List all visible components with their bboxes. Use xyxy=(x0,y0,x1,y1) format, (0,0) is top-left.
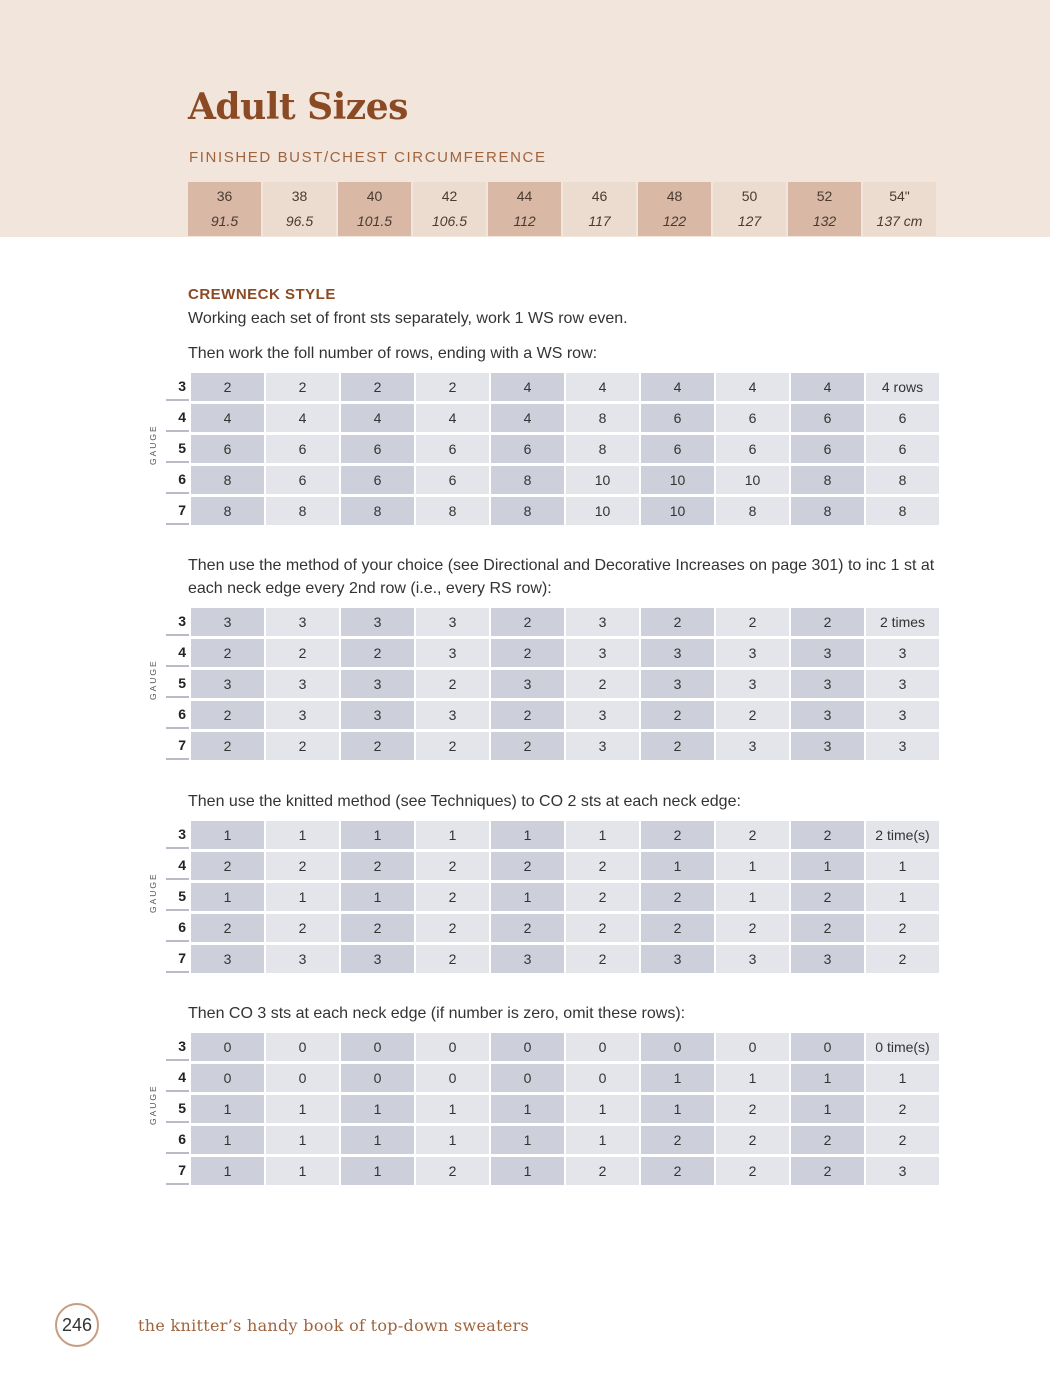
gauge-number: 4 xyxy=(166,1064,189,1092)
table-row xyxy=(166,435,939,463)
table-cell: 2 xyxy=(641,732,714,760)
table-cell: 8 xyxy=(341,497,414,525)
gauge-number: 3 xyxy=(166,608,189,636)
size-inches: 52 xyxy=(816,188,833,204)
gauge-table-co3 xyxy=(148,1033,948,1178)
table-cell: 6 xyxy=(191,435,264,463)
size-row xyxy=(188,182,936,236)
size-inches: 46 xyxy=(591,188,608,204)
table-cell: 8 xyxy=(866,497,939,525)
table-cell: 2 xyxy=(191,701,264,729)
table-cell: 2 xyxy=(266,852,339,880)
table-cell: 3 xyxy=(641,945,714,973)
table-cell: 3 xyxy=(416,701,489,729)
table-cell: 1 xyxy=(866,852,939,880)
table-cell: 3 xyxy=(191,945,264,973)
table-cell: 1 xyxy=(266,1126,339,1154)
gauge-number: 6 xyxy=(166,914,189,942)
size-centimeters: 127 xyxy=(737,213,762,229)
table-cell: 8 xyxy=(791,466,864,494)
table-cell: 1 xyxy=(866,883,939,911)
table-cell: 10 xyxy=(641,497,714,525)
gauge-number: 5 xyxy=(166,1095,189,1123)
size-inches: 48 xyxy=(666,188,683,204)
size-cell xyxy=(713,182,786,236)
table-cell: 0 xyxy=(191,1033,264,1061)
size-inches: 54" xyxy=(889,188,910,204)
table-cell: 1 xyxy=(191,1157,264,1185)
table-cell: 3 xyxy=(641,639,714,667)
table-cell: 2 xyxy=(341,852,414,880)
table-cell: 3 xyxy=(266,945,339,973)
gauge-axis-label: GAUGE xyxy=(148,872,158,914)
gauge-number: 7 xyxy=(166,1157,189,1185)
gauge-number: 4 xyxy=(166,852,189,880)
table-row xyxy=(166,914,939,942)
table-cell: 1 xyxy=(266,883,339,911)
table-cell: 3 xyxy=(491,670,564,698)
table-row xyxy=(166,466,939,494)
size-cell xyxy=(338,182,411,236)
table-cell: 1 xyxy=(791,1064,864,1092)
table-row xyxy=(166,404,939,432)
page-subtitle: FINISHED BUST/CHEST CIRCUMFERENCE xyxy=(189,149,547,166)
table-cell: 8 xyxy=(416,497,489,525)
table-row xyxy=(166,701,939,729)
table-cell: 2 xyxy=(416,670,489,698)
table-row xyxy=(166,608,939,636)
table-cell: 3 xyxy=(866,670,939,698)
table-cell: 3 xyxy=(191,608,264,636)
table-cell: 2 xyxy=(566,914,639,942)
table-row xyxy=(166,373,939,401)
table-cell: 0 xyxy=(266,1033,339,1061)
table-cell: 2 xyxy=(191,639,264,667)
table-cell: 2 xyxy=(491,914,564,942)
table-cell: 2 xyxy=(641,1126,714,1154)
gauge-number: 7 xyxy=(166,497,189,525)
table-cell: 10 xyxy=(566,497,639,525)
table-cell: 0 xyxy=(191,1064,264,1092)
table-cell: 3 xyxy=(341,608,414,636)
table-cell: 2 xyxy=(191,852,264,880)
size-centimeters: 137 cm xyxy=(876,213,923,229)
table-cell: 2 xyxy=(416,914,489,942)
table-cell: 3 xyxy=(791,732,864,760)
table-cell: 2 xyxy=(791,1157,864,1185)
table-row xyxy=(166,497,939,525)
table-cell: 6 xyxy=(266,435,339,463)
table-cell: 3 xyxy=(716,670,789,698)
table-cell: 6 xyxy=(791,404,864,432)
table-cell: 2 xyxy=(791,883,864,911)
table-cell: 1 xyxy=(791,1095,864,1123)
table-cell: 0 xyxy=(341,1033,414,1061)
table-cell: 4 xyxy=(641,373,714,401)
table-cell: 1 xyxy=(341,821,414,849)
table-cell: 4 rows xyxy=(866,373,939,401)
table-cell: 2 xyxy=(266,732,339,760)
table-cell: 3 xyxy=(266,670,339,698)
table-cell: 2 xyxy=(866,914,939,942)
table-cell: 10 xyxy=(566,466,639,494)
table-cell: 3 xyxy=(416,639,489,667)
table-cell: 6 xyxy=(641,404,714,432)
table-cell: 1 xyxy=(641,1095,714,1123)
gauge-number: 6 xyxy=(166,1126,189,1154)
table-cell: 3 xyxy=(791,639,864,667)
table-cell: 1 xyxy=(416,1126,489,1154)
page-title: Adult Sizes xyxy=(188,86,408,128)
table-cell: 3 xyxy=(866,732,939,760)
table-cell: 3 xyxy=(341,701,414,729)
table-cell: 1 xyxy=(641,1064,714,1092)
gauge-number: 6 xyxy=(166,701,189,729)
table-cell: 0 xyxy=(491,1064,564,1092)
gauge-number: 5 xyxy=(166,883,189,911)
size-cell xyxy=(638,182,711,236)
table-cell: 2 xyxy=(491,732,564,760)
table-cell: 2 xyxy=(191,373,264,401)
table-cell: 2 xyxy=(791,914,864,942)
table-cell: 2 xyxy=(191,914,264,942)
table-cell: 3 xyxy=(566,732,639,760)
table-cell: 1 xyxy=(191,1126,264,1154)
table-cell: 1 xyxy=(491,1157,564,1185)
table-cell: 2 xyxy=(641,1157,714,1185)
gauge-table-co2 xyxy=(148,821,948,966)
size-centimeters: 101.5 xyxy=(356,213,393,229)
table-cell: 8 xyxy=(266,497,339,525)
gauge-number: 4 xyxy=(166,639,189,667)
table-cell: 0 time(s) xyxy=(866,1033,939,1061)
table-cell: 3 xyxy=(791,670,864,698)
table-cell: 2 xyxy=(341,373,414,401)
table-cell: 4 xyxy=(191,404,264,432)
table-row xyxy=(166,639,939,667)
table-cell: 1 xyxy=(341,1095,414,1123)
table-cell: 2 xyxy=(866,945,939,973)
table-cell: 8 xyxy=(491,466,564,494)
table-cell: 2 xyxy=(341,914,414,942)
size-centimeters: 96.5 xyxy=(285,213,314,229)
gauge-number: 4 xyxy=(166,404,189,432)
table-cell: 2 xyxy=(416,883,489,911)
table-cell: 4 xyxy=(266,404,339,432)
table-cell: 2 xyxy=(491,852,564,880)
table-cell: 1 xyxy=(641,852,714,880)
size-cell xyxy=(413,182,486,236)
size-cell xyxy=(188,182,261,236)
table-cell: 1 xyxy=(191,821,264,849)
table-cell: 3 xyxy=(716,639,789,667)
intro-text: Working each set of front sts separately, work 1 WS row even. xyxy=(188,310,628,327)
size-inches: 50 xyxy=(741,188,758,204)
table-cell: 2 xyxy=(791,608,864,636)
section-title: CREWNECK STYLE xyxy=(188,286,336,303)
size-inches: 42 xyxy=(441,188,458,204)
table-cell: 3 xyxy=(191,670,264,698)
table-cell: 2 xyxy=(791,1126,864,1154)
book-title: the knitter’s handy book of top-down sweaters xyxy=(138,1316,530,1335)
table-cell: 10 xyxy=(641,466,714,494)
table-cell: 6 xyxy=(716,404,789,432)
table-cell: 1 xyxy=(416,1095,489,1123)
table-cell: 2 xyxy=(866,1095,939,1123)
table-cell: 1 xyxy=(491,821,564,849)
gauge-grid xyxy=(164,605,941,763)
table-cell: 6 xyxy=(266,466,339,494)
table-cell: 3 xyxy=(341,945,414,973)
table-cell: 1 xyxy=(566,1095,639,1123)
table-cell: 2 xyxy=(341,639,414,667)
table-cell: 1 xyxy=(566,1126,639,1154)
table-cell: 4 xyxy=(716,373,789,401)
table-cell: 2 xyxy=(641,883,714,911)
table-cell: 6 xyxy=(641,435,714,463)
size-centimeters: 91.5 xyxy=(210,213,239,229)
table-cell: 8 xyxy=(866,466,939,494)
table-cell: 2 xyxy=(416,1157,489,1185)
table-cell: 2 xyxy=(716,821,789,849)
table-cell: 8 xyxy=(716,497,789,525)
gauge-table-rows xyxy=(148,373,948,518)
table-row xyxy=(166,883,939,911)
table-row xyxy=(166,1126,939,1154)
table-cell: 2 xyxy=(191,732,264,760)
instruction-4: Then CO 3 sts at each neck edge (if number is zero, omit these rows): xyxy=(188,1005,686,1022)
table-cell: 1 xyxy=(716,883,789,911)
table-cell: 1 xyxy=(491,883,564,911)
gauge-number: 5 xyxy=(166,670,189,698)
gauge-number: 3 xyxy=(166,1033,189,1061)
table-cell: 3 xyxy=(791,701,864,729)
table-cell: 2 xyxy=(716,1095,789,1123)
table-cell: 2 xyxy=(566,945,639,973)
gauge-axis-label: GAUGE xyxy=(148,659,158,701)
table-cell: 1 xyxy=(191,883,264,911)
gauge-axis-label: GAUGE xyxy=(148,1084,158,1126)
size-cell xyxy=(488,182,561,236)
table-cell: 8 xyxy=(191,466,264,494)
table-cell: 3 xyxy=(491,945,564,973)
size-centimeters: 106.5 xyxy=(431,213,468,229)
table-cell: 2 xyxy=(416,373,489,401)
table-cell: 2 xyxy=(716,1157,789,1185)
table-cell: 1 xyxy=(341,883,414,911)
size-cell xyxy=(788,182,861,236)
size-centimeters: 122 xyxy=(662,213,687,229)
size-inches: 44 xyxy=(516,188,533,204)
table-cell: 1 xyxy=(791,852,864,880)
gauge-number: 3 xyxy=(166,821,189,849)
table-cell: 0 xyxy=(791,1033,864,1061)
table-cell: 4 xyxy=(341,404,414,432)
table-cell: 0 xyxy=(416,1064,489,1092)
table-cell: 2 xyxy=(266,373,339,401)
gauge-grid xyxy=(164,370,941,528)
table-cell: 2 xyxy=(491,701,564,729)
table-row xyxy=(166,1064,939,1092)
table-row xyxy=(166,1157,939,1185)
table-cell: 2 xyxy=(716,914,789,942)
size-centimeters: 117 xyxy=(588,213,611,229)
table-cell: 2 xyxy=(716,701,789,729)
gauge-number: 3 xyxy=(166,373,189,401)
gauge-axis-label: GAUGE xyxy=(148,424,158,466)
table-cell: 3 xyxy=(416,608,489,636)
table-cell: 6 xyxy=(416,435,489,463)
table-cell: 0 xyxy=(341,1064,414,1092)
table-cell: 4 xyxy=(491,373,564,401)
table-cell: 3 xyxy=(866,701,939,729)
size-cell xyxy=(863,182,936,236)
page-number: 246 xyxy=(55,1303,99,1347)
table-cell: 2 xyxy=(716,1126,789,1154)
table-cell: 3 xyxy=(791,945,864,973)
table-cell: 8 xyxy=(566,435,639,463)
size-centimeters: 112 xyxy=(513,213,536,229)
table-cell: 3 xyxy=(641,670,714,698)
table-cell: 2 xyxy=(416,852,489,880)
table-cell: 1 xyxy=(266,1095,339,1123)
table-cell: 1 xyxy=(716,852,789,880)
table-cell: 1 xyxy=(491,1095,564,1123)
table-cell: 3 xyxy=(566,608,639,636)
table-cell: 6 xyxy=(791,435,864,463)
table-cell: 10 xyxy=(716,466,789,494)
size-inches: 36 xyxy=(216,188,233,204)
table-cell: 2 times xyxy=(866,608,939,636)
table-cell: 6 xyxy=(491,435,564,463)
gauge-grid xyxy=(164,1030,941,1188)
table-cell: 6 xyxy=(866,404,939,432)
table-cell: 8 xyxy=(191,497,264,525)
table-cell: 0 xyxy=(716,1033,789,1061)
table-cell: 8 xyxy=(791,497,864,525)
gauge-number: 7 xyxy=(166,945,189,973)
table-cell: 4 xyxy=(791,373,864,401)
table-cell: 2 xyxy=(566,852,639,880)
table-row xyxy=(166,821,939,849)
table-cell: 2 xyxy=(641,821,714,849)
table-cell: 3 xyxy=(716,732,789,760)
table-cell: 0 xyxy=(266,1064,339,1092)
table-cell: 2 xyxy=(266,914,339,942)
table-cell: 1 xyxy=(266,1157,339,1185)
size-inches: 38 xyxy=(291,188,308,204)
table-cell: 2 xyxy=(566,670,639,698)
table-cell: 6 xyxy=(866,435,939,463)
gauge-number: 6 xyxy=(166,466,189,494)
table-row xyxy=(166,1095,939,1123)
instruction-1: Then work the foll number of rows, ending with a WS row: xyxy=(188,345,598,362)
size-header-table xyxy=(186,182,938,236)
size-cell xyxy=(263,182,336,236)
table-cell: 3 xyxy=(566,639,639,667)
table-cell: 2 xyxy=(416,732,489,760)
table-row xyxy=(166,670,939,698)
table-cell: 1 xyxy=(266,821,339,849)
size-centimeters: 132 xyxy=(812,213,837,229)
table-cell: 1 xyxy=(716,1064,789,1092)
size-inches: 40 xyxy=(366,188,383,204)
table-cell: 1 xyxy=(191,1095,264,1123)
table-cell: 2 xyxy=(866,1126,939,1154)
table-cell: 2 xyxy=(716,608,789,636)
gauge-grid xyxy=(164,818,941,976)
table-cell: 3 xyxy=(266,608,339,636)
table-cell: 1 xyxy=(566,821,639,849)
table-cell: 2 xyxy=(491,639,564,667)
gauge-table-increases xyxy=(148,608,948,753)
instruction-3: Then use the knitted method (see Techniques) to CO 2 sts at each neck edge: xyxy=(188,793,741,810)
table-cell: 1 xyxy=(341,1157,414,1185)
table-cell: 1 xyxy=(341,1126,414,1154)
table-cell: 6 xyxy=(341,435,414,463)
table-cell: 4 xyxy=(566,373,639,401)
table-cell: 0 xyxy=(491,1033,564,1061)
table-cell: 2 xyxy=(566,883,639,911)
table-cell: 0 xyxy=(566,1033,639,1061)
table-cell: 0 xyxy=(566,1064,639,1092)
table-row xyxy=(166,1033,939,1061)
table-row xyxy=(166,852,939,880)
table-cell: 4 xyxy=(491,404,564,432)
table-cell: 3 xyxy=(566,701,639,729)
instruction-2: Then use the method of your choice (see Directional and Decorative Increases on page 301) to inc 1 st at each neck edge every 2nd row (i.e., every RS row): xyxy=(188,557,935,597)
table-cell: 2 xyxy=(641,701,714,729)
table-cell: 3 xyxy=(341,670,414,698)
table-cell: 0 xyxy=(641,1033,714,1061)
table-cell: 3 xyxy=(716,945,789,973)
table-cell: 2 xyxy=(566,1157,639,1185)
table-row xyxy=(166,945,939,973)
table-cell: 8 xyxy=(491,497,564,525)
table-cell: 2 xyxy=(416,945,489,973)
table-cell: 2 xyxy=(791,821,864,849)
table-cell: 1 xyxy=(866,1064,939,1092)
table-cell: 6 xyxy=(341,466,414,494)
size-cell xyxy=(563,182,636,236)
gauge-number: 5 xyxy=(166,435,189,463)
table-cell: 2 xyxy=(341,732,414,760)
table-cell: 2 xyxy=(266,639,339,667)
table-cell: 0 xyxy=(416,1033,489,1061)
table-cell: 3 xyxy=(866,1157,939,1185)
table-cell: 8 xyxy=(566,404,639,432)
gauge-number: 7 xyxy=(166,732,189,760)
table-cell: 6 xyxy=(716,435,789,463)
table-row xyxy=(166,732,939,760)
table-cell: 3 xyxy=(266,701,339,729)
table-cell: 6 xyxy=(416,466,489,494)
table-cell: 2 xyxy=(491,608,564,636)
table-cell: 2 time(s) xyxy=(866,821,939,849)
table-cell: 4 xyxy=(416,404,489,432)
table-cell: 3 xyxy=(866,639,939,667)
table-cell: 1 xyxy=(416,821,489,849)
table-cell: 2 xyxy=(641,608,714,636)
table-cell: 1 xyxy=(491,1126,564,1154)
table-cell: 2 xyxy=(641,914,714,942)
